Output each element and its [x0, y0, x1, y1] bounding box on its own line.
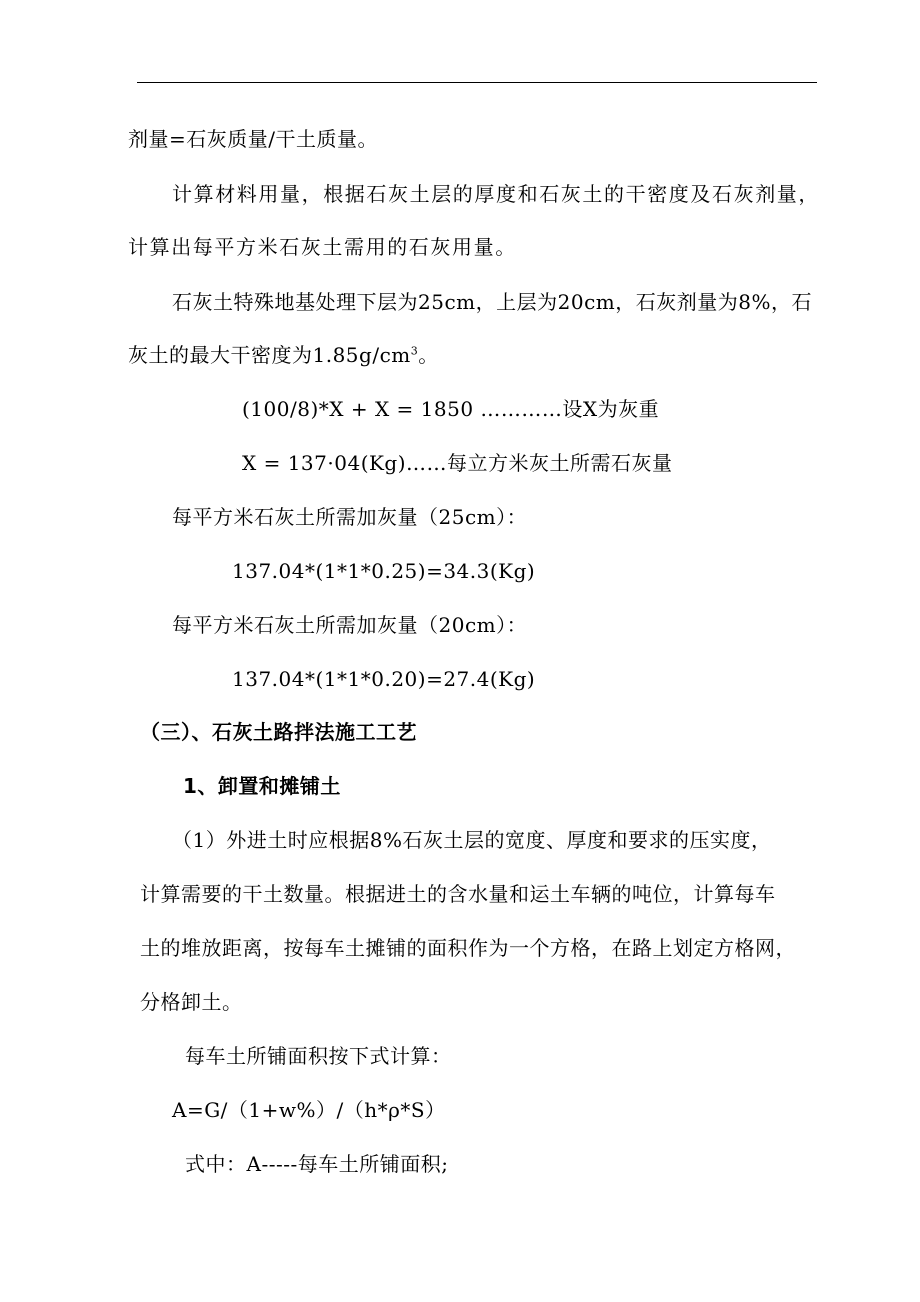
- paragraph-line: 计算材料用量，根据石灰土层的厚度和石灰土的干密度及石灰剂量，: [172, 182, 820, 206]
- paragraph-line: 每平方米石灰土所需加灰量（25cm）：: [172, 505, 528, 529]
- paragraph-line: 土的堆放距离，按每车土摊铺的面积作为一个方格，在路上划定方格网，: [140, 936, 796, 960]
- paragraph-line: 计算需要的干土数量。根据进土的含水量和运土车辆的吨位，计算每车: [140, 882, 776, 906]
- formula-line: 137.04*(1*1*0.25)=34.3(Kg): [232, 559, 536, 583]
- density-text: 灰土的最大干密度为1.85g/cm: [128, 343, 411, 367]
- paragraph-line: 每平方米石灰土所需加灰量（20cm）：: [172, 613, 528, 637]
- section-heading: （三）、石灰土路拌法施工工艺: [140, 720, 417, 744]
- paragraph-line: 计算出每平方米石灰土需用的石灰用量。: [128, 235, 517, 259]
- paragraph-line: 分格卸土。: [140, 990, 243, 1014]
- paragraph-line: 每车土所铺面积按下式计算：: [185, 1044, 452, 1068]
- formula-line: X = 137·04(Kg)……每立方米灰土所需石灰量: [242, 451, 673, 475]
- superscript: 3: [410, 344, 419, 358]
- paragraph-line: （1）外进土时应根据8%石灰土层的宽度、厚度和要求的压实度，: [172, 828, 772, 852]
- subsection-heading: 1、卸置和摊铺土: [183, 774, 341, 798]
- header-rule: [137, 82, 817, 83]
- paragraph-line: 剂量=石灰质量/干土质量。: [128, 127, 378, 151]
- paragraph-line: 式中：A-----每车土所铺面积;: [185, 1152, 449, 1176]
- formula-line: A=G/（1+w%）/（h*ρ*S）: [172, 1098, 446, 1122]
- sentence-end: 。: [418, 343, 439, 367]
- formula-line: 137.04*(1*1*0.20)=27.4(Kg): [232, 667, 536, 691]
- formula-line: (100/8)*X + X = 1850 …………设X为灰重: [242, 397, 660, 421]
- paragraph-line: 石灰土特殊地基处理下层为25cm，上层为20cm，石灰剂量为8%，石: [172, 290, 812, 314]
- paragraph-line: [128, 341, 439, 369]
